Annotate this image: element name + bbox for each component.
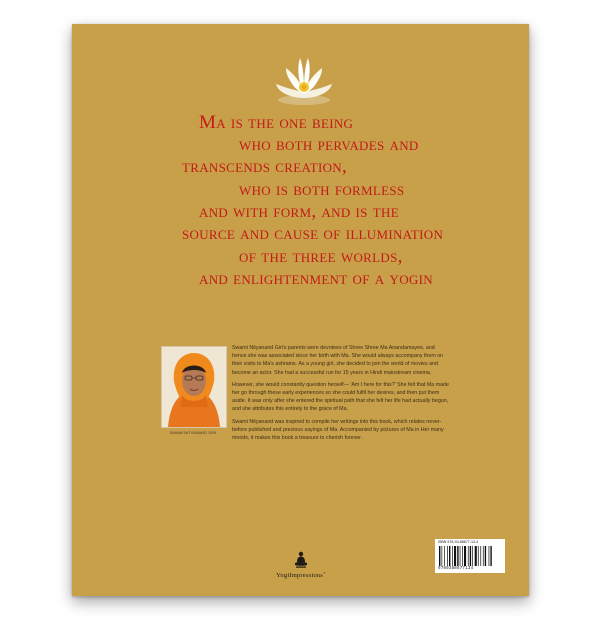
author-caption: SWAMI NITYANAND GIRI bbox=[169, 430, 217, 435]
bio-paragraph: However, she would constantly question herself— 'Am I here for this?' She felt that Ma made her go through these early experiences so she could fulfil her desires, and then put them aside. It was only after she entered the spiritual path that she felt her life had actually begun, and she attributes this entirely to the grace of Ma. bbox=[232, 381, 449, 413]
quote-line: source and cause of illumination bbox=[182, 223, 444, 244]
barcode-bar bbox=[454, 546, 456, 566]
barcode-bar bbox=[442, 546, 443, 566]
isbn-label: ISBN 978-93-88677-13-4 bbox=[438, 540, 479, 544]
publisher-logo bbox=[262, 549, 340, 589]
author-bio bbox=[232, 344, 450, 446]
lotus-flower-icon bbox=[272, 54, 336, 108]
meditating-figure-icon bbox=[294, 551, 308, 569]
quote-line: who both pervades and bbox=[239, 134, 419, 155]
quote-block bbox=[72, 112, 529, 312]
barcode-bar bbox=[483, 546, 484, 566]
bio-paragraph: Swami Nityanand Giri's parents were devotees of Shree Shree Ma Anandamayee, and hence she was associated since her birth with Ma. She would always accompany them on their visits to Ma's ashrams. As a young girl, she decided to join the world of movies and become an actor. She had a successful run for 15 years in Hindi mainstream cinema. bbox=[232, 345, 444, 376]
book-back-cover bbox=[72, 24, 529, 596]
barcode-bar bbox=[489, 546, 490, 566]
barcode-bar bbox=[452, 546, 453, 566]
barcode-bar bbox=[468, 546, 469, 566]
barcode-bars bbox=[439, 546, 501, 566]
barcode-bar bbox=[457, 546, 458, 566]
isbn-number: 9789388677134 bbox=[438, 567, 474, 571]
bio-paragraph: Swami Nityanand was inspired to compile her writings into this book, which relates never-before published and precious sayings of Ma. Accompanied by pictures of Ma in Her many moods, it makes this book a treasure to cherish forever. bbox=[232, 418, 444, 442]
quote-line: who is both formless bbox=[239, 179, 405, 200]
barcode-bar bbox=[480, 546, 481, 566]
quote-line: Ma is the one being bbox=[199, 112, 354, 133]
barcode-bar bbox=[478, 546, 479, 566]
barcode-bar bbox=[439, 546, 440, 566]
barcode-bar bbox=[464, 546, 466, 566]
barcode-bar bbox=[485, 546, 486, 566]
barcode-bar bbox=[472, 546, 473, 566]
quote-line: transcends creation, bbox=[182, 156, 348, 177]
barcode-bar bbox=[475, 546, 477, 566]
quote-line: of the three worlds, bbox=[239, 246, 403, 267]
publisher-name bbox=[262, 571, 340, 579]
quote-line: and enlightenment of a yogin bbox=[199, 268, 433, 289]
author-portrait-image bbox=[162, 347, 226, 427]
registered-mark: ® bbox=[322, 571, 326, 575]
barcode-bar bbox=[444, 546, 445, 566]
isbn-barcode bbox=[435, 539, 505, 573]
barcode-bar bbox=[449, 546, 450, 566]
barcode-bar bbox=[447, 546, 448, 566]
barcode-bar bbox=[460, 546, 461, 566]
publisher-name-text: YogiImpressions bbox=[276, 572, 323, 580]
barcode-bar bbox=[470, 546, 471, 566]
barcode-bar bbox=[462, 546, 463, 566]
quote-line: and with form, and is the bbox=[199, 201, 399, 222]
author-photo bbox=[161, 346, 227, 428]
barcode-bar bbox=[490, 546, 491, 566]
